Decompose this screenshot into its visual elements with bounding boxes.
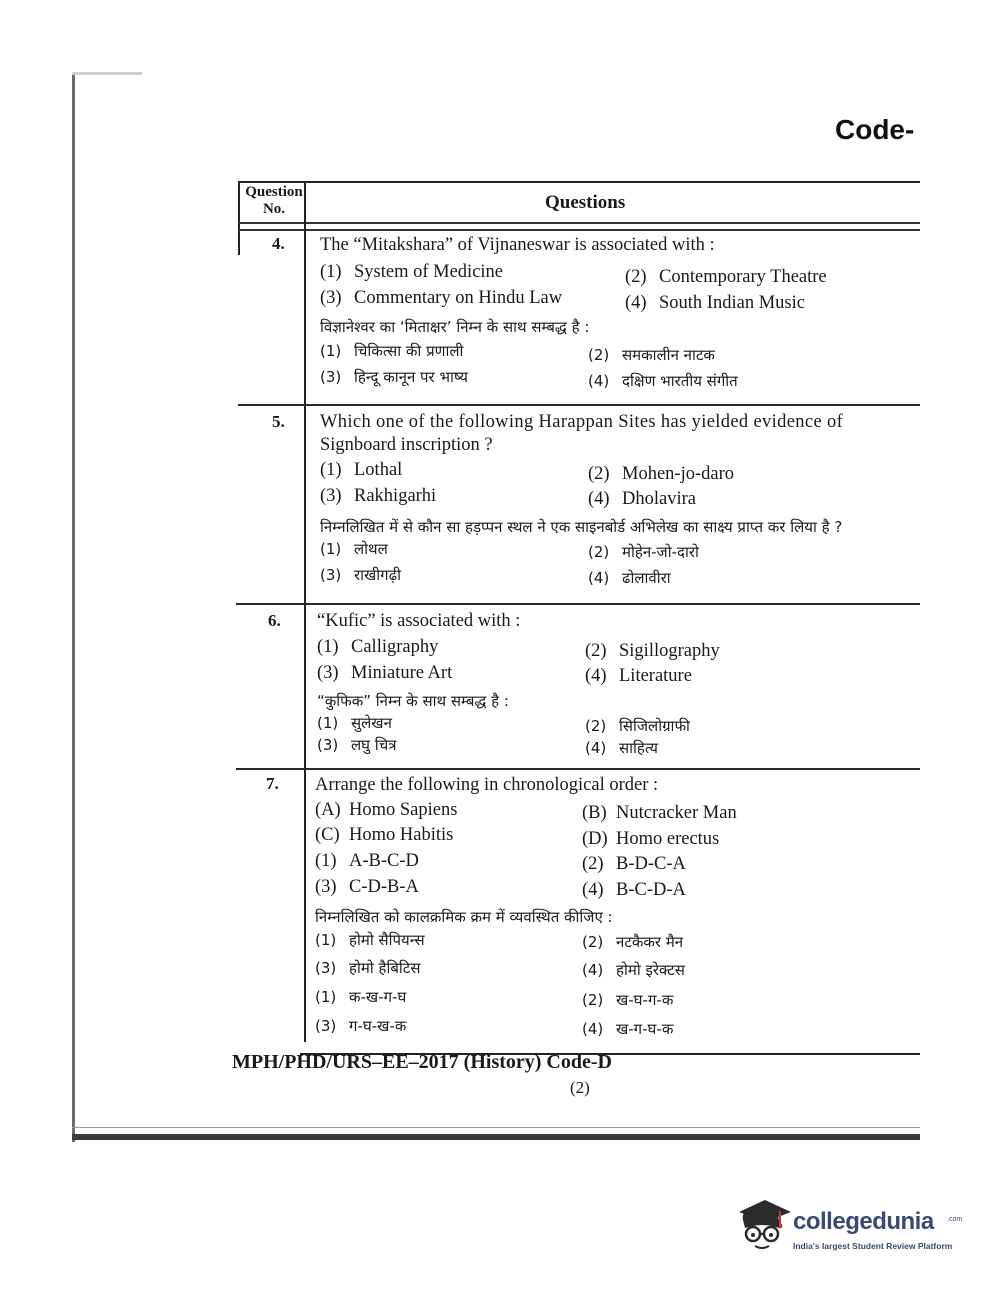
page-number: (2): [570, 1078, 590, 1097]
row-divider: [236, 603, 920, 605]
table-top-rule: [238, 181, 920, 183]
hindi-option: (4) दक्षिण भारतीय संगीत: [588, 372, 738, 390]
row-divider: [236, 768, 920, 770]
question-number: 7.: [266, 774, 279, 793]
hindi-option: (4) ख-ग-घ-क: [582, 1020, 674, 1038]
option: (3) C-D-B-A: [315, 877, 419, 897]
header-rule: [238, 222, 920, 224]
collegedunia-logo: [735, 1198, 965, 1258]
hindi-option: (2) मोहेन-जो-दारो: [588, 543, 699, 561]
question-stem: Signboard inscription ?: [320, 435, 493, 455]
hindi-list-item: (2) नटकैकर मैन: [582, 933, 684, 951]
table-left-rule: [238, 181, 240, 255]
logo-wordmark: collegedunia: [793, 1208, 934, 1235]
paper-footer-code: MPH/PHD/URS–EE–2017 (History) Code-D: [232, 1051, 612, 1073]
hindi-option: (4) ढोलावीरा: [588, 569, 671, 587]
student-mascot-icon: [735, 1198, 793, 1256]
hindi-option: (1) क-ख-ग-घ: [315, 988, 407, 1006]
option: (4) B-C-D-A: [582, 880, 686, 900]
hindi-list-item: (4) होमो इरेक्टस: [582, 961, 685, 979]
option: (2) Mohen-jo-daro: [588, 464, 734, 484]
row-divider: [238, 404, 920, 406]
question-number: 5.: [272, 412, 285, 431]
hindi-option: (4) साहित्य: [585, 739, 658, 757]
hindi-list-item: (3) होमो हैबिटिस: [315, 959, 421, 977]
option: (3) Miniature Art: [317, 663, 453, 683]
list-item: (C) Homo Habitis: [315, 825, 454, 845]
option: (1) System of Medicine: [320, 262, 504, 282]
option: (1) A-B-C-D: [315, 851, 419, 871]
hindi-option: (3) लघु चित्र: [317, 736, 397, 754]
hindi-option: (3) राखीगढ़ी: [320, 566, 401, 584]
hindi-option: (1) लोथल: [320, 540, 388, 558]
logo-tagline: India's largest Student Review Platform: [793, 1241, 953, 1251]
hindi-option: (3) ग-घ-ख-क: [315, 1017, 407, 1035]
hindi-list-item: (1) होमो सैपियन्स: [315, 931, 425, 949]
header-rule-double: [238, 229, 920, 231]
question-stem: Arrange the following in chronological order :: [315, 775, 659, 795]
option: (2) Sigillography: [585, 641, 720, 661]
scan-shade: [72, 72, 142, 75]
option: (4) Dholavira: [588, 489, 696, 509]
option: (1) Lothal: [320, 460, 403, 480]
column-divider: [304, 181, 306, 1042]
option: (2) Contemporary Theatre: [625, 267, 827, 287]
option: (4) South Indian Music: [625, 293, 805, 313]
hindi-option: (2) समकालीन नाटक: [588, 346, 715, 364]
question-number: 4.: [272, 234, 285, 253]
hindi-option: (3) हिन्दू कानून पर भाष्य: [320, 368, 468, 386]
paper-code: Code-: [835, 114, 915, 145]
question-stem: Which one of the following Harappan Sites has yielded evidence of: [320, 412, 844, 432]
hindi-option: (2) सिजिलोग्राफी: [585, 717, 690, 735]
column-header-questions: Questions: [545, 192, 626, 213]
question-number: 6.: [268, 611, 281, 630]
list-item: (A) Homo Sapiens: [315, 800, 458, 820]
hindi-option: (1) चिकित्सा की प्रणाली: [320, 342, 464, 360]
option: (3) Rakhigarhi: [320, 486, 437, 506]
option: (4) Literature: [585, 666, 692, 686]
logo-domain: .com: [947, 1216, 963, 1223]
question-stem: “Kufic” is associated with :: [317, 611, 521, 631]
hindi-stem: निम्नलिखित को कालक्रमिक क्रम में व्यवस्थित कीजिए :: [315, 908, 613, 926]
column-header-question-no: Question No.: [245, 184, 303, 217]
list-item: (D) Homo erectus: [582, 829, 720, 849]
hindi-stem: “कुफिक” निम्न के साथ सम्बद्ध है :: [317, 692, 509, 710]
hindi-stem: विज्ञानेश्वर का ‘मिताक्षर’ निम्न के साथ सम्बद्ध है :: [320, 318, 590, 336]
scan-border-bottom-thin: [72, 1127, 920, 1128]
question-stem: The “Mitakshara” of Vijnaneswar is associated with :: [320, 235, 715, 255]
hindi-stem: निम्नलिखित में से कौन सा हड़प्पन स्थल ने एक साइनबोर्ड अभिलेख का साक्ष्य प्राप्त कर लिया है ?: [320, 518, 843, 536]
scan-border-left: [72, 72, 75, 1142]
list-item: (B) Nutcracker Man: [582, 803, 737, 823]
scan-border-bottom: [72, 1134, 920, 1140]
hindi-option: (1) सुलेखन: [317, 714, 392, 732]
option: (1) Calligraphy: [317, 637, 439, 657]
option: (2) B-D-C-A: [582, 854, 686, 874]
hindi-option: (2) ख-घ-ग-क: [582, 991, 674, 1009]
option: (3) Commentary on Hindu Law: [320, 288, 563, 308]
